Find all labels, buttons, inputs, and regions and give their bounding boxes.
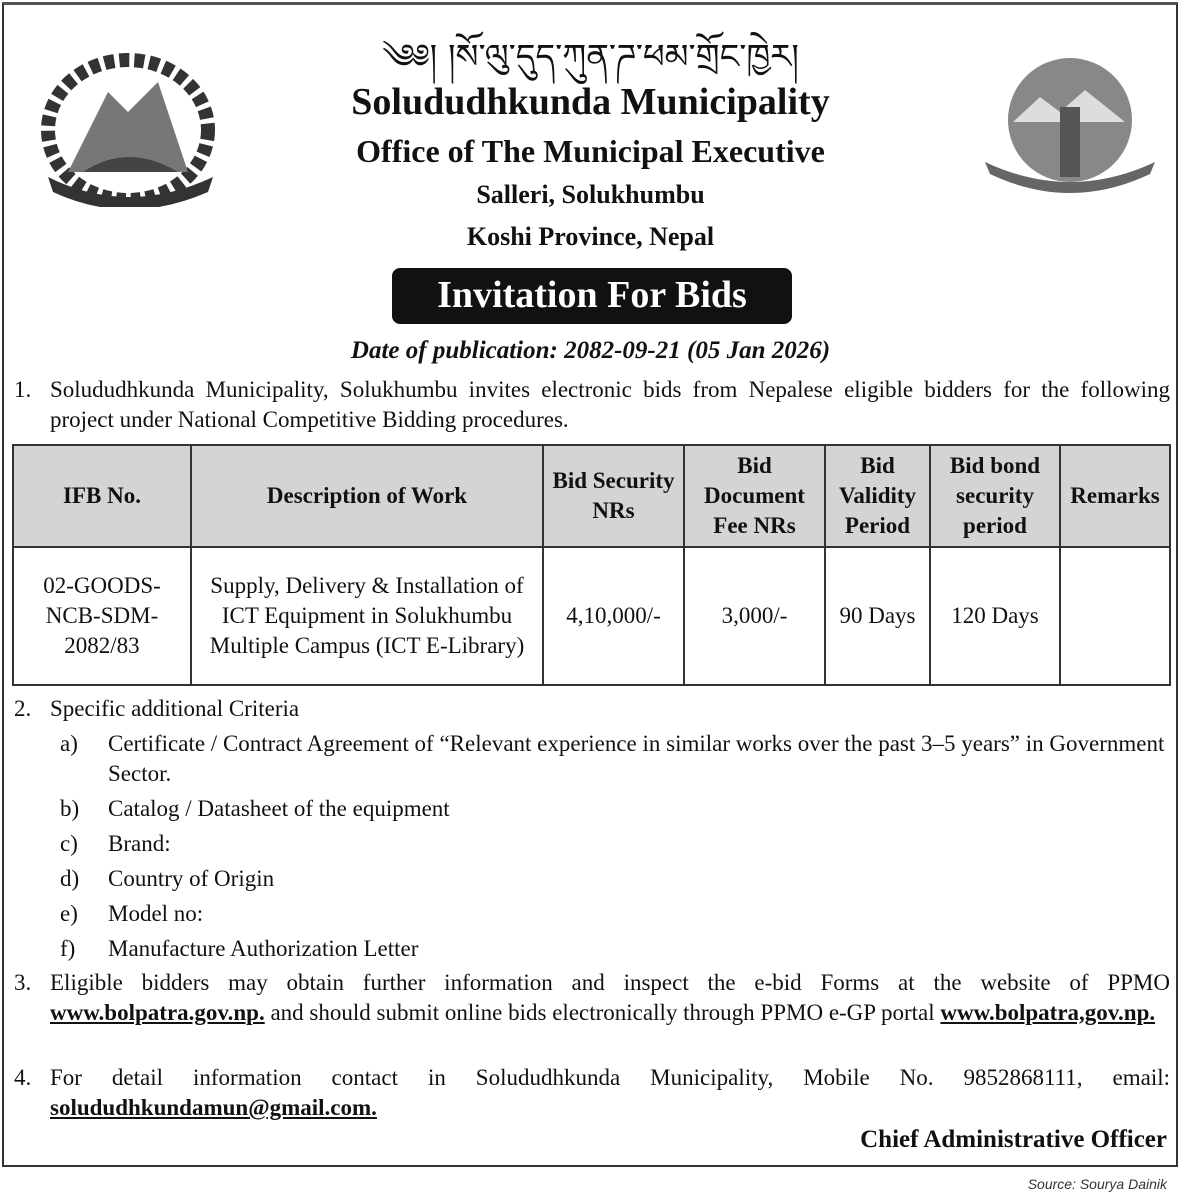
municipality-title: Solududhkunda Municipality: [351, 81, 830, 123]
criteria-item-e: [60, 899, 1170, 929]
cell-bid-security: 4,10,000/-: [543, 547, 684, 685]
item-text: Catalog / Datasheet of the equipment: [108, 796, 450, 821]
paragraph-3: [14, 968, 1170, 1028]
cell-ifb-no: 02-GOODS-NCB-SDM-2082/83: [13, 547, 191, 685]
invitation-banner: Invitation For Bids: [392, 268, 792, 324]
item-label: c): [60, 831, 78, 856]
criteria-item-f: [60, 934, 1170, 964]
paragraph-4: [14, 1063, 1170, 1123]
criteria-item-d: [60, 864, 1170, 894]
cell-validity: 90 Days: [825, 547, 930, 685]
paragraph-number: 3.: [14, 970, 32, 995]
item-text: Model no:: [108, 901, 204, 926]
publication-date: Date of publication: 2082-09-21 (05 Jan 2026): [350, 337, 831, 364]
paragraph-text: [50, 968, 1170, 1028]
source-credit: Source: Sourya Dainik: [1027, 1176, 1167, 1192]
item-label: d): [60, 866, 80, 891]
item-text: Certificate / Contract Agreement of “Relevant experience in similar works over the past 3–5 years” in Government Sector.: [108, 731, 1165, 786]
item-text: Manufacture Authorization Letter: [108, 936, 419, 961]
item-text: Country of Origin: [108, 866, 275, 891]
item-label: b): [60, 796, 80, 821]
criteria-item-b: [60, 794, 1170, 824]
paragraph-number: 4.: [14, 1065, 32, 1090]
item-label: e): [60, 901, 78, 926]
paragraph-2: [14, 694, 1170, 724]
paragraph-1: [14, 375, 1170, 435]
cell-bond-period: 120 Days: [930, 547, 1060, 685]
text: For detail information contact in Solududhkunda Municipality, Mobile No. 9852868111, email:: [50, 1065, 1170, 1090]
criteria-item-a: [60, 729, 1170, 789]
bid-table: [12, 444, 1171, 686]
text: and should submit online bids electronically through PPMO e-GP portal: [270, 1000, 935, 1025]
text: Eligible bidders may obtain further information and inspect the e-bid Forms at the website of PPMO: [50, 970, 1170, 995]
email-link[interactable]: solududhkundamun@gmail.com.: [50, 1095, 377, 1120]
paragraph-number: 2.: [14, 696, 32, 721]
address-line-1: Salleri, Solukhumbu: [476, 180, 705, 209]
item-label: f): [60, 936, 76, 961]
office-title: Office of The Municipal Executive: [356, 133, 825, 169]
paragraph-text: Solududhkunda Municipality, Solukhumbu invites electronic bids from Nepalese eligible bidders for the following project under National Competitive Bidding procedures.: [50, 377, 1170, 432]
cell-remarks: [1060, 547, 1170, 685]
col-description: Description of Work: [191, 445, 543, 547]
item-text: Brand:: [108, 831, 171, 856]
col-doc-fee: Bid Document Fee NRs: [684, 445, 825, 547]
criteria-item-c: [60, 829, 1170, 859]
cell-description: Supply, Delivery & Installation of ICT Equipment in Solukhumbu Multiple Campus (ICT E-Library): [191, 547, 543, 685]
col-bond-period: Bid bond security period: [930, 445, 1060, 547]
bolpatra-link[interactable]: www.bolpatra.gov.np.: [50, 1000, 265, 1025]
cell-doc-fee: 3,000/-: [684, 547, 825, 685]
signature: Chief Administrative Officer: [860, 1126, 1167, 1153]
col-ifb-no: IFB No.: [13, 445, 191, 547]
paragraph-text: Specific additional Criteria: [50, 696, 300, 721]
paragraph-number: 1.: [14, 377, 32, 402]
paragraph-text: [50, 1063, 1170, 1123]
table-row: [13, 547, 1170, 685]
col-remarks: Remarks: [1060, 445, 1170, 547]
table-header-row: [13, 445, 1170, 547]
egp-portal-link[interactable]: www.bolpatra,gov.np.: [940, 1000, 1156, 1025]
col-bid-security: Bid Security NRs: [543, 445, 684, 547]
tibetan-heading: ༄༅། །སོ་ལུ་དུད་ཀུན་ཌ་ཕམ་གྲོང་ཁྱེར།: [382, 37, 799, 77]
address-line-2: Koshi Province, Nepal: [466, 222, 715, 251]
col-validity: Bid Validity Period: [825, 445, 930, 547]
item-label: a): [60, 731, 78, 756]
